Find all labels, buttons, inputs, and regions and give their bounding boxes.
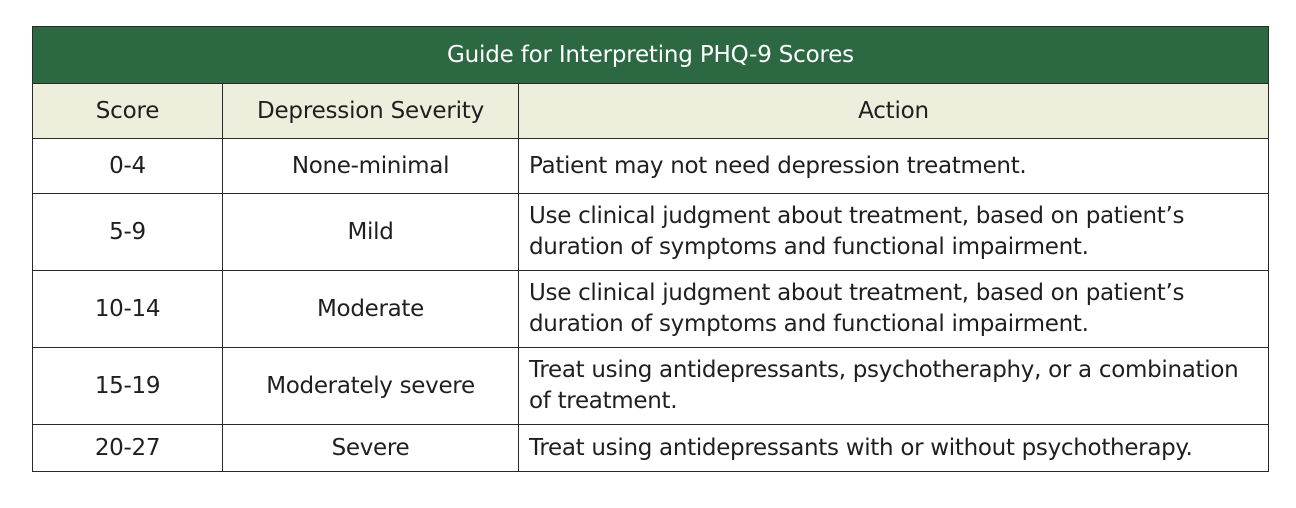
column-header-action: Action [519, 84, 1269, 139]
severity-cell: Severe [223, 425, 519, 472]
table-row [33, 348, 1269, 425]
score-cell: 15-19 [33, 348, 223, 425]
severity-cell: Mild [223, 194, 519, 271]
severity-cell: None-minimal [223, 139, 519, 194]
score-cell: 10-14 [33, 271, 223, 348]
table-title-row [33, 27, 1269, 84]
table-header-row [33, 84, 1269, 139]
phq9-interpretation-table [32, 26, 1269, 472]
table-row [33, 194, 1269, 271]
table-title: Guide for Interpreting PHQ-9 Scores [33, 27, 1269, 84]
phq9-table-container [32, 26, 1268, 472]
action-cell: Use clinical judgment about treatment, based on patient’s duration of symptoms and functional impairment. [519, 194, 1269, 271]
column-header-severity: Depression Severity [223, 84, 519, 139]
score-cell: 20-27 [33, 425, 223, 472]
table-row [33, 425, 1269, 472]
score-cell: 0-4 [33, 139, 223, 194]
action-cell: Patient may not need depression treatment. [519, 139, 1269, 194]
table-row [33, 271, 1269, 348]
action-cell: Treat using antidepressants with or without psychotherapy. [519, 425, 1269, 472]
action-cell: Use clinical judgment about treatment, based on patient’s duration of symptoms and functional impairment. [519, 271, 1269, 348]
action-cell: Treat using antidepressants, psychotheraphy, or a combination of treatment. [519, 348, 1269, 425]
severity-cell: Moderate [223, 271, 519, 348]
score-cell: 5-9 [33, 194, 223, 271]
column-header-score: Score [33, 84, 223, 139]
severity-cell: Moderately severe [223, 348, 519, 425]
table-row [33, 139, 1269, 194]
